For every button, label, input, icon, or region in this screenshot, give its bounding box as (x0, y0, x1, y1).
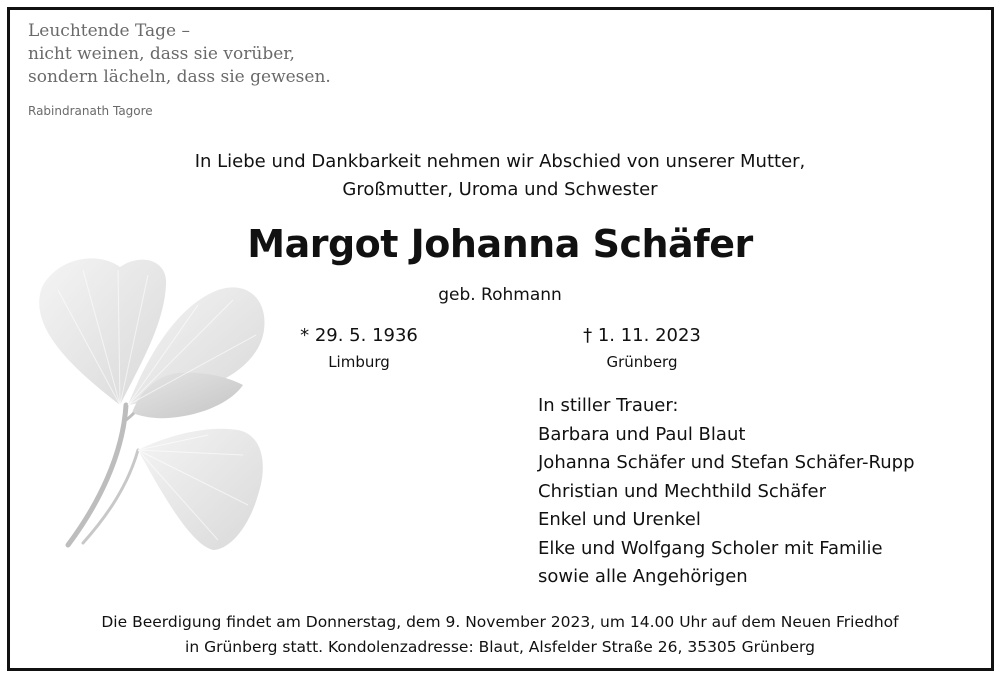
intro-line: In Liebe und Dankbarkeit nehmen wir Abschied von unserer Mutter, (194, 151, 806, 172)
mourners-heading: In stiller Trauer: (538, 395, 679, 416)
death-date: † 1. 11. 2023 (583, 325, 701, 346)
funeral-info (0, 610, 1000, 660)
quote-author: Rabindranath Tagore (28, 104, 153, 118)
mourner-entry: sowie alle Angehörigen (538, 566, 748, 587)
quote (28, 20, 331, 89)
intro-line: Großmutter, Uroma und Schwester (342, 179, 658, 200)
death-place: Grünberg (606, 353, 678, 371)
funeral-info-line: in Grünberg statt. Kondolenzadresse: Blaut, Alsfelder Straße 26, 35305 Grünberg (185, 638, 815, 656)
funeral-info-line: Die Beerdigung findet am Donnerstag, dem 9. November 2023, um 14.00 Uhr auf dem Neuen Friedhof (101, 613, 899, 631)
mourner-entry: Christian und Mechthild Schäfer (538, 480, 827, 502)
mourners-list (538, 392, 915, 592)
maiden-name: geb. Rohmann (438, 285, 562, 305)
mourner-entry: Johanna Schäfer und Stefan Schäfer-Rupp (538, 452, 915, 473)
quote-line: nicht weinen, dass sie vorüber, (28, 44, 295, 64)
deceased-name: Margot Johanna Schäfer (247, 222, 753, 266)
mourner-entry: Elke und Wolfgang Scholer mit Familie (538, 537, 883, 559)
birth-date: * 29. 5. 1936 (300, 325, 418, 346)
mourner-entry: Barbara und Paul Blaut (538, 423, 746, 445)
mourner-entry: Enkel und Urenkel (538, 509, 701, 530)
intro-text (0, 148, 1000, 204)
quote-line: Leuchtende Tage – (28, 21, 190, 41)
birth-place: Limburg (328, 353, 390, 371)
quote-line: sondern lächeln, dass sie gewesen. (28, 67, 331, 87)
